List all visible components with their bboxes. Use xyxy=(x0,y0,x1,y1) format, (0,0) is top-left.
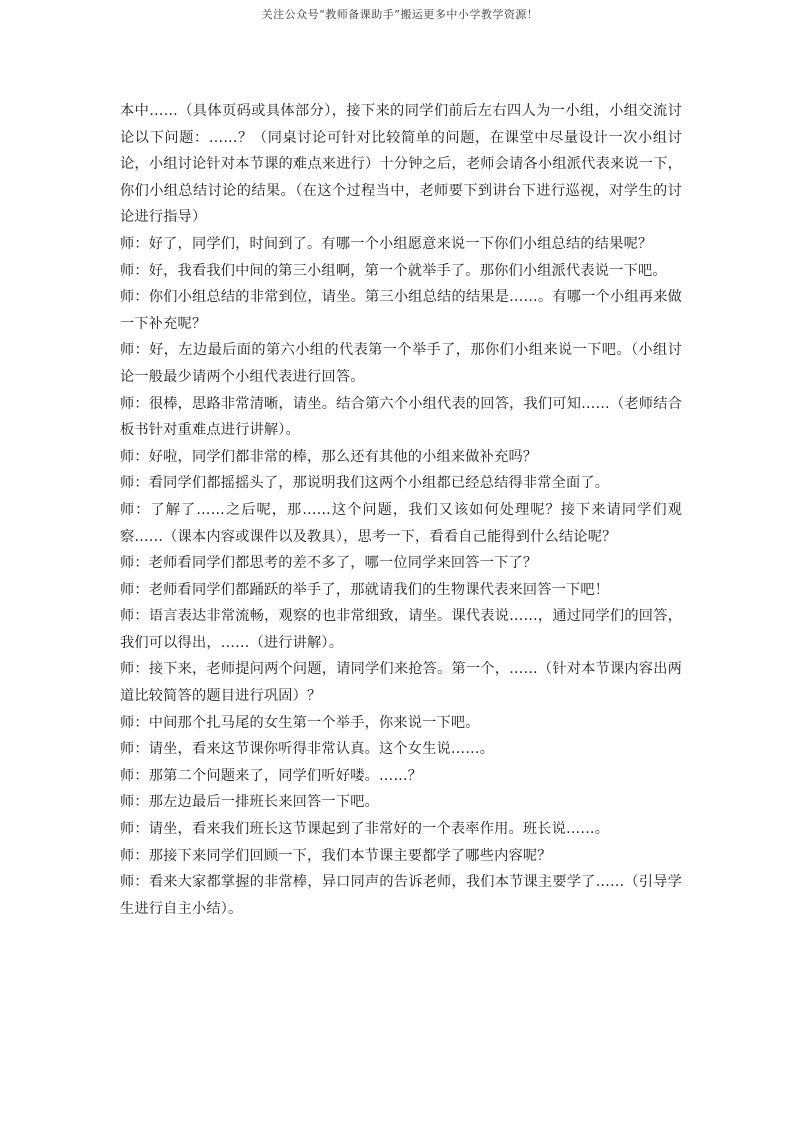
paragraph: 师：那接下来同学们回顾一下，我们本节课主要都学了哪些内容呢？ xyxy=(120,847,552,864)
document-body xyxy=(120,98,682,922)
paragraph: 师：那第二个问题来了，同学们听好喽。……？ xyxy=(120,767,423,784)
paragraph: 师：好，我看我们中间的第三小组啊，第一个就举手了。那你们小组派代表说一下吧。 xyxy=(120,262,667,279)
paragraph: 师：老师看同学们都踊跃的举手了，那就请我们的生物课代表来回答一下吧！ xyxy=(120,581,610,598)
paragraph: 师：老师看同学们都思考的差不多了，哪一位同学来回答一下了？ xyxy=(120,555,538,572)
paragraph: 师：中间那个扎马尾的女生第一个举手，你来说一下吧。 xyxy=(120,714,480,731)
paragraph: 师：接下来，老师提问两个问题，请同学们来抢答。第一个，……（针对本节课内容出两道比较简答的题目进行巩固）？ xyxy=(120,661,682,705)
paragraph: 师：好了，同学们，时间到了。有哪一个小组愿意来说一下你们小组总结的结果呢？ xyxy=(120,235,653,252)
paragraph: 师：你们小组总结的非常到位，请坐。第三小组总结的结果是……。有哪一个小组再来做一下补充呢？ xyxy=(120,289,682,332)
paragraph: 师：很棒，思路非常清晰，请坐。结合第六个小组代表的回答，我们可知……（老师结合板书针对重难点进行讲解）。 xyxy=(120,395,682,439)
paragraph: 本中……（具体页码或具体部分），接下来的同学们前后左右四人为一小组，小组交流讨论以下问题：……？（同桌讨论可针对比较简单的问题，在课堂中尽量设计一次小组讨论，小组讨论针对本节课的难点来进行）十分钟之后，老师会请各小组派代表来说一下，你们小组总结讨论的结果。（在这个过程当中，老师要下到讲台下进行巡视，对学生的讨论进行指导） xyxy=(120,103,682,226)
paragraph: 师：语言表达非常流畅，观察的也非常细致，请坐。课代表说……，通过同学们的回答，我们可以得出，……（进行讲解）。 xyxy=(120,608,682,651)
paragraph: 师：了解了……之后呢，那……这个问题，我们又该如何处理呢？接下来请同学们观察……（课本内容或课件以及教具），思考一下，看看自己能得到什么结论呢？ xyxy=(120,501,682,545)
paragraph: 师：请坐，看来我们班长这节课起到了非常好的一个表率作用。班长说……。 xyxy=(120,821,610,838)
paragraph: 师：好啦，同学们都非常的棒，那么还有其他的小组来做补充吗？ xyxy=(120,448,538,465)
paragraph: 师：看来大家都掌握的非常棒，异口同声的告诉老师，我们本节课主要学了……（引导学生进行自主小结）。 xyxy=(120,874,682,917)
header-notice: 关注公众号“教师备课助手”搬运更多中小学教学资源！ xyxy=(261,8,539,21)
paragraph: 师：看同学们都摇摇头了，那说明我们这两个小组都已经总结得非常全面了。 xyxy=(120,475,610,492)
paragraph: 师：请坐，看来这节课你听得非常认真。这个女生说……。 xyxy=(120,741,495,758)
paragraph: 师：那左边最后一排班长来回答一下吧。 xyxy=(120,794,379,811)
paragraph: 师：好，左边最后面的第六小组的代表第一个举手了，那你们小组来说一下吧。（小组讨论一般最少请两个小组代表进行回答。 xyxy=(120,342,682,385)
